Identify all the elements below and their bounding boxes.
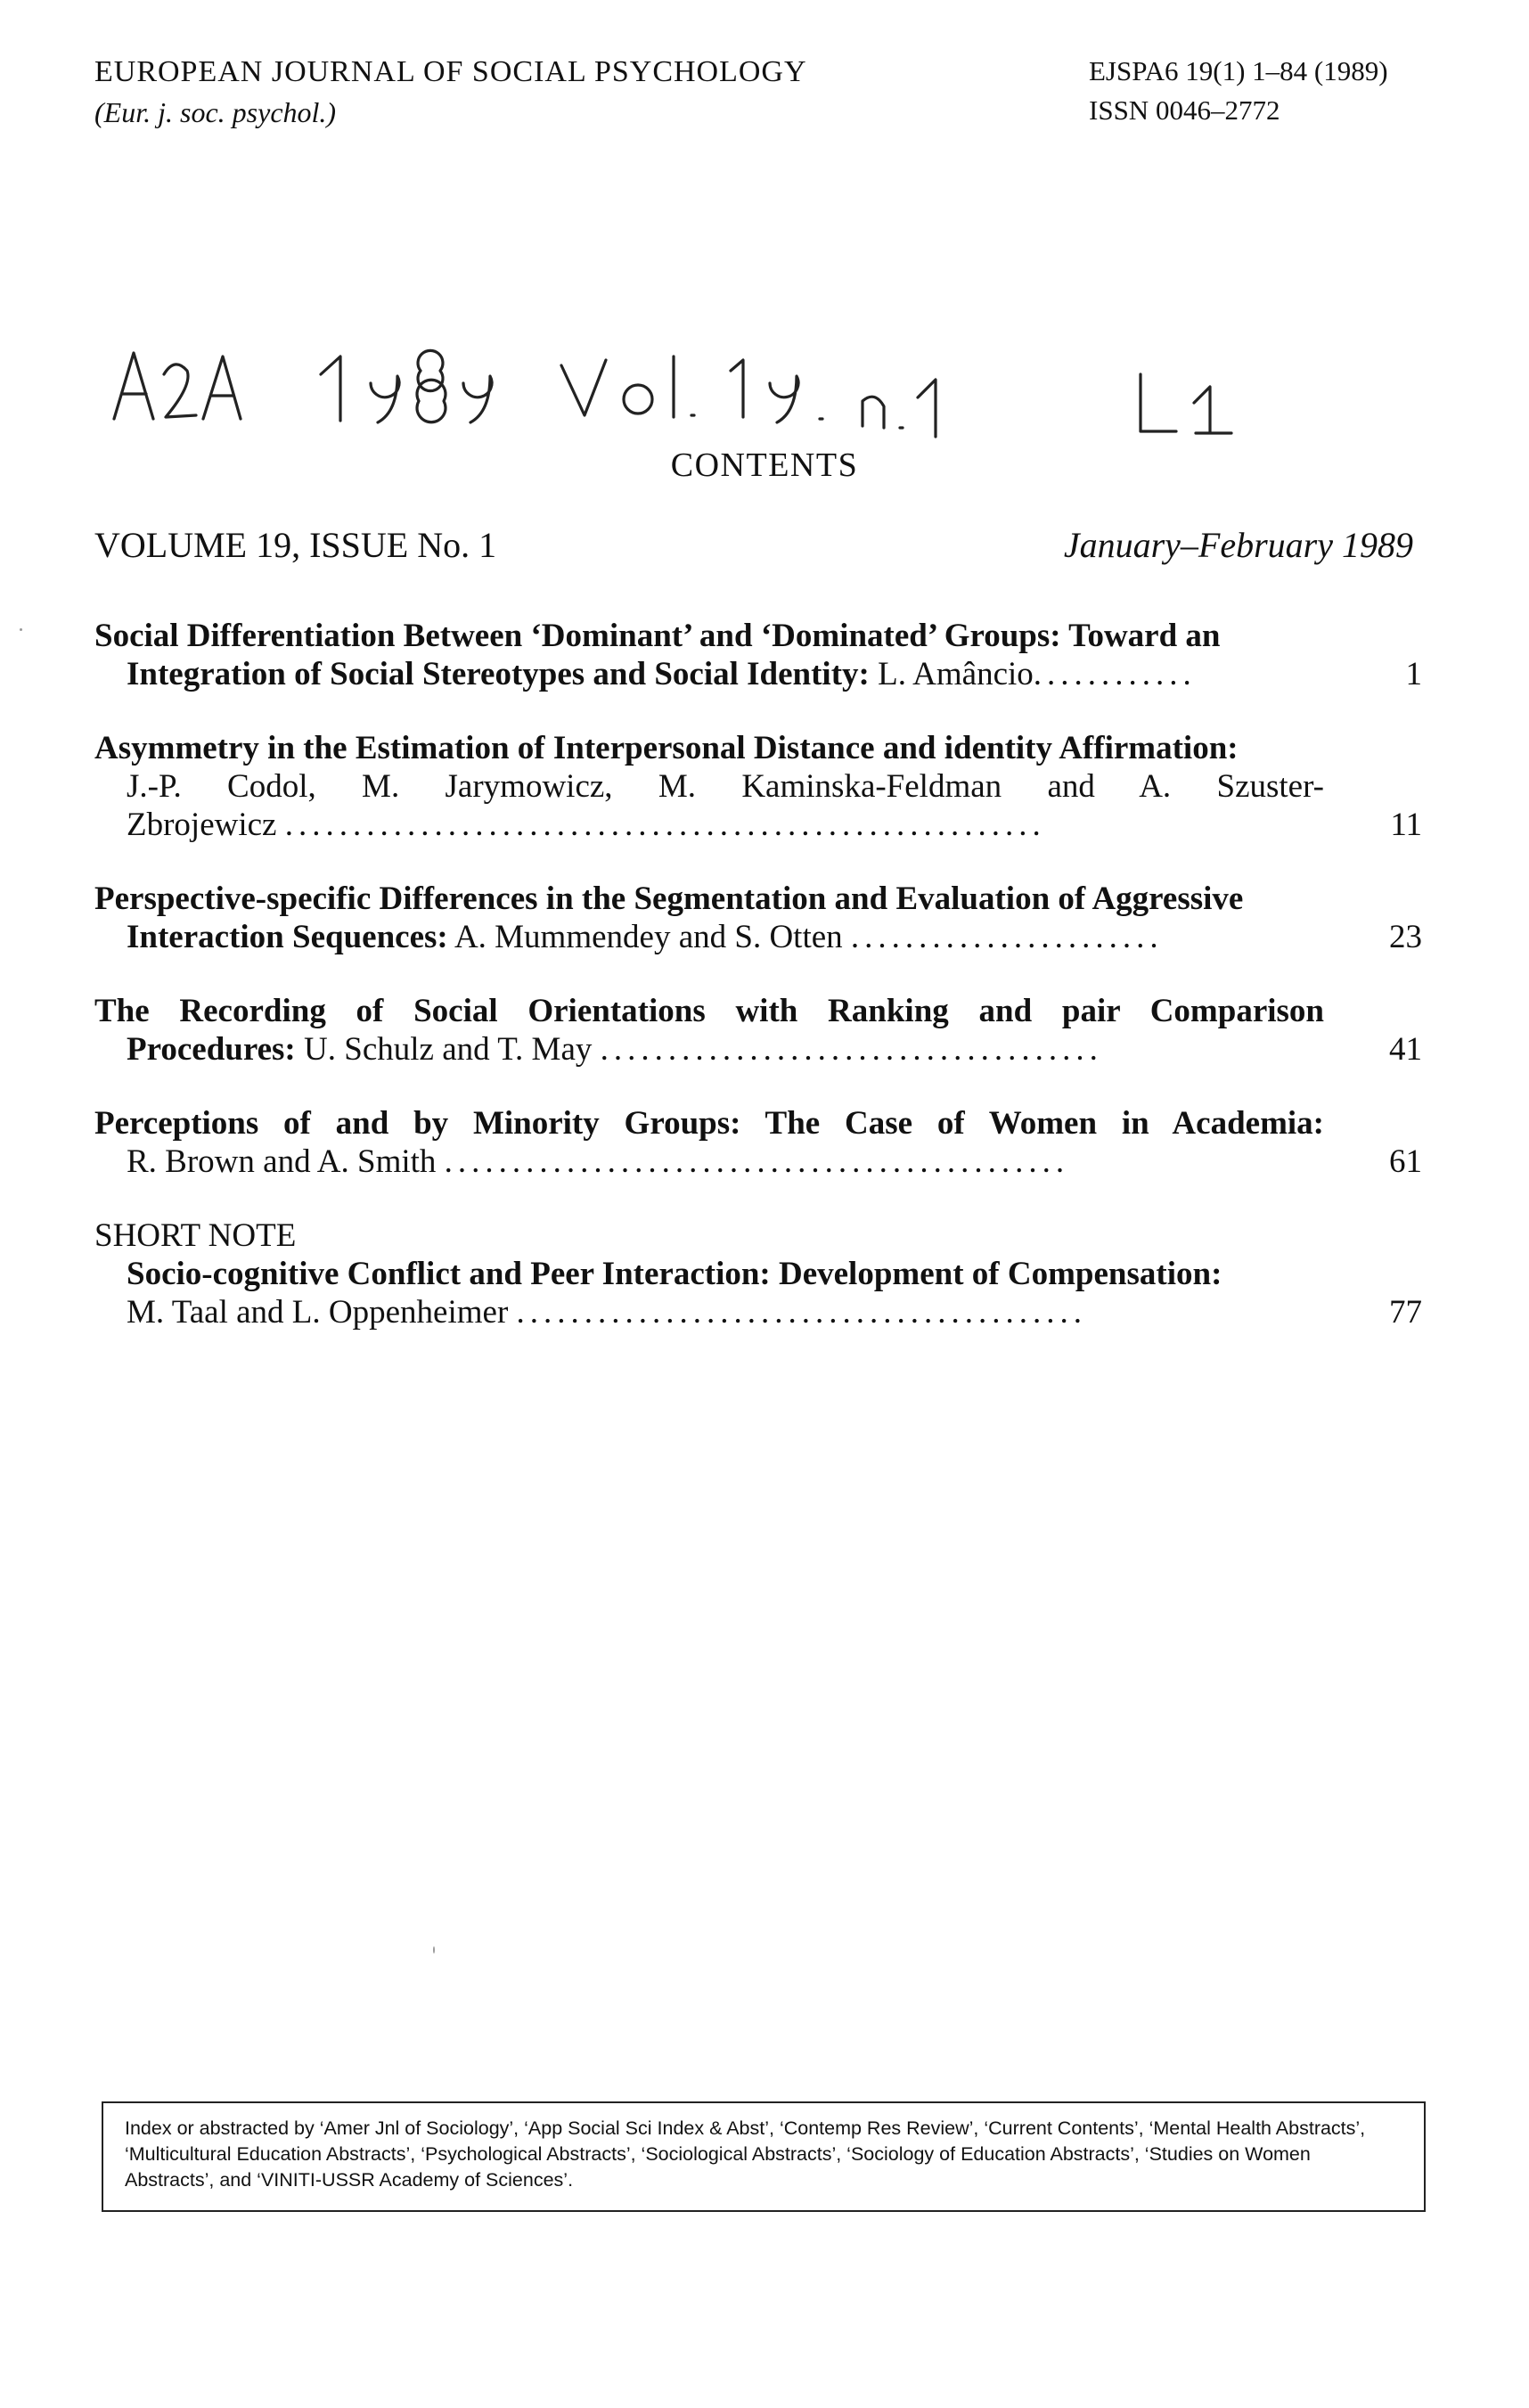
toc-entry[interactable] [94,992,1422,1069]
toc-entry-title-continued: Integration of Social Stereotypes and Social Identity: [127,656,870,692]
toc-entry-title-continued: Interaction Sequences: [127,919,448,955]
toc-entry[interactable] [94,1104,1422,1181]
contents-heading: CONTENTS [670,446,859,484]
leader-dots: .............................................. [444,1143,1070,1180]
toc-entry[interactable] [94,617,1422,693]
leader-dots: ..................................... [600,1031,1103,1068]
toc-entry-title: Perspective-specific Differences in the Segmentation and Evaluation of Aggressive [94,880,1244,917]
toc-entry-title: Social Differentiation Between ‘Dominant’ and ‘Dominated’ Groups: Toward an [94,618,1221,654]
toc-entry-title: Asymmetry in the Estimation of Interpersonal Distance and identity Affirmation: [94,730,1239,766]
toc-entry-page: 23 [1389,919,1422,955]
toc-entry-authors: J.-P. Codol, M. Jarymowicz, M. Kaminska-Feldman and A. Szuster- [127,768,1324,805]
index-abstracting-note: Index or abstracted by ‘Amer Jnl of Sociology’, ‘App Social Sci Index & Abst’, ‘Contemp Res Review’, ‘Current Contents’, ‘Mental Health Abstracts’, ‘Multicultural Education Abstracts’, ‘Psychological Abstracts’, ‘Sociological Abstracts’, ‘Sociology of Education Abstracts’, ‘Studies on Women Abstracts’, and ‘VINITI-USSR Academy of Sciences’. [102,2101,1426,2212]
short-note-authors: M. Taal and L. Oppenheimer [127,1294,509,1331]
toc-entry-title: Perceptions of and by Minority Groups: The Case of Women in Academia: [94,1105,1324,1142]
toc-entry-page: 11 [1390,807,1422,843]
scan-speck [433,1946,435,1953]
journal-code: EJSPA6 19(1) 1–84 (1989) [1089,55,1388,86]
leader-dots: ............ [1033,656,1197,692]
volume-issue-label: VOLUME 19, ISSUE No. 1 [94,525,497,565]
toc-entry-page: 61 [1389,1143,1422,1180]
journal-abbreviation: (Eur. j. soc. psychol.) [94,96,337,128]
leader-dots: .......................................... [516,1294,1088,1331]
toc-entry[interactable] [94,880,1422,956]
handwritten-note-drawing [107,321,1301,446]
journal-title: EUROPEAN JOURNAL OF SOCIAL PSYCHOLOGY [94,55,807,88]
leader-dots: ....................... [850,919,1164,955]
short-note-page: 77 [1389,1294,1422,1331]
short-note-label: SHORT NOTE [94,1217,297,1254]
toc-entry-page: 41 [1389,1031,1422,1068]
issue-date: January–February 1989 [1063,525,1413,565]
toc-entry-authors-continued: Zbrojewicz [127,807,277,843]
toc-entry-title: The Recording of Social Orientations with Ranking and pair Comparison [94,993,1324,1029]
toc-entry-authors: U. Schulz and T. May [304,1031,593,1068]
toc-entry-title-continued: Procedures: [127,1031,296,1068]
toc-entry-authors: L. Amâncio [878,656,1034,692]
leader-dots: ........................................................ [284,807,1046,843]
toc-entry-authors: R. Brown and A. Smith [127,1143,437,1180]
short-note-entry[interactable] [94,1216,1422,1331]
table-of-contents [94,617,1422,1367]
toc-entry[interactable] [94,729,1422,844]
toc-entry-authors: A. Mummendey and S. Otten [454,919,843,955]
journal-issn: ISSN 0046–2772 [1089,94,1280,126]
toc-entry-page: 1 [1405,656,1422,692]
short-note-title: Socio-cognitive Conflict and Peer Interaction: Development of Compensation: [127,1256,1222,1292]
handwritten-note [107,321,1301,446]
scan-speck [20,628,22,631]
